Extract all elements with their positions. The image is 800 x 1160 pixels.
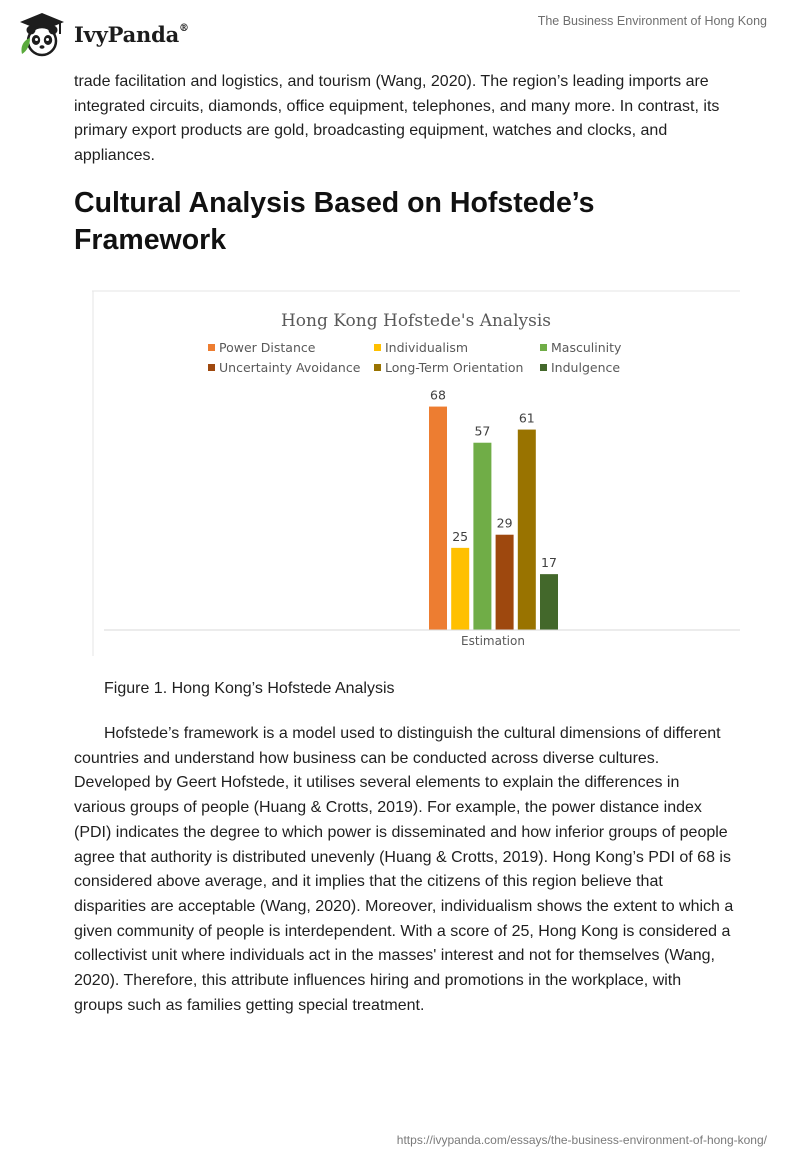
chart-title: Hong Kong Hofstede's Analysis bbox=[280, 311, 552, 331]
bar-masculinity bbox=[473, 443, 491, 630]
legend-label: Individualism bbox=[385, 340, 469, 355]
legend-item bbox=[208, 340, 316, 355]
ivypanda-logo[interactable] bbox=[14, 10, 189, 58]
x-axis-label: Estimation bbox=[461, 634, 525, 648]
legend-label: Indulgence bbox=[551, 360, 621, 375]
paragraph-1: trade facilitation and logistics, and tourism (Wang, 2020). The region’s leading imports are integrated circuits, diamonds, office equipment, telephones, and many more. In contrast, its primary export products are gold, broadcasting equipment, watches and clocks, and appliances. bbox=[74, 73, 720, 165]
legend-item bbox=[374, 340, 468, 355]
bar-uncertainty-avoidance bbox=[496, 535, 514, 630]
footer-url[interactable]: https://ivypanda.com/essays/the-business-environment-of-hong-kong/ bbox=[396, 1133, 767, 1147]
legend-swatch bbox=[540, 344, 547, 351]
legend-swatch bbox=[208, 364, 215, 371]
legend-label: Uncertainty Avoidance bbox=[219, 360, 361, 375]
bar-long-term-orientation bbox=[518, 430, 536, 630]
data-label: 29 bbox=[496, 515, 513, 531]
logo-wordmark: IvyPanda® bbox=[74, 21, 189, 47]
legend-item bbox=[540, 340, 622, 355]
page-header bbox=[0, 0, 800, 70]
section-heading: Cultural Analysis Based on Hofstede’s Framework bbox=[74, 186, 595, 256]
legend-swatch bbox=[208, 344, 215, 351]
data-label: 61 bbox=[518, 410, 535, 426]
chart-bars bbox=[429, 388, 558, 630]
legend-swatch bbox=[374, 364, 381, 371]
bar-power-distance bbox=[429, 407, 447, 630]
data-label: 25 bbox=[452, 528, 469, 544]
legend-label: Masculinity bbox=[551, 340, 622, 355]
legend-item bbox=[540, 360, 620, 375]
running-title: The Business Environment of Hong Kong bbox=[537, 14, 767, 28]
bar-individualism bbox=[451, 548, 469, 630]
chart-legend bbox=[208, 340, 622, 375]
data-label: 17 bbox=[541, 555, 557, 571]
bar-indulgence bbox=[540, 574, 558, 630]
figure-caption: Figure 1. Hong Kong’s Hofstede Analysis bbox=[104, 680, 395, 697]
article-content bbox=[74, 70, 734, 259]
paragraph-2-wrap bbox=[74, 722, 734, 1018]
data-label: 68 bbox=[430, 387, 446, 403]
legend-swatch bbox=[540, 364, 547, 371]
paragraph-2: Hofstede’s framework is a model used to distinguish the cultural dimensions of different countries and understand how business can be conducted across diverse cultures. Developed by Geert Hofstede, it utilises several elements to explain the differences in various groups of people (Huang & Crotts, 2019). For example, the power distance index (PDI) indicates the degree to which power is disseminated and how inferior groups of people agree that authority is distributed unevenly (Huang & Crotts, 2019). Hong Kong’s PDI of 68 is considered above average, and it implies that the citizens of this region believe that disparities are acceptable (Wang, 2020). Moreover, individualism shows the extent to which a given community of people is interdependent. With a score of 25, Hong Kong is considered a collectivist unit where individuals act in the masses' interest and not for themselves (Wang, 2020). Therefore, this attribute influences hiring and promotions in the workplace, with groups such as families getting special treatment. bbox=[74, 725, 734, 1014]
legend-label: Power Distance bbox=[219, 340, 316, 355]
legend-item bbox=[374, 360, 523, 375]
legend-label: Long-Term Orientation bbox=[385, 360, 524, 375]
panda-graduate-icon bbox=[14, 10, 66, 58]
legend-swatch bbox=[374, 344, 381, 351]
legend-item bbox=[208, 360, 361, 375]
hofstede-chart bbox=[92, 290, 740, 656]
chart-svg bbox=[92, 290, 740, 656]
data-label: 57 bbox=[474, 423, 491, 439]
